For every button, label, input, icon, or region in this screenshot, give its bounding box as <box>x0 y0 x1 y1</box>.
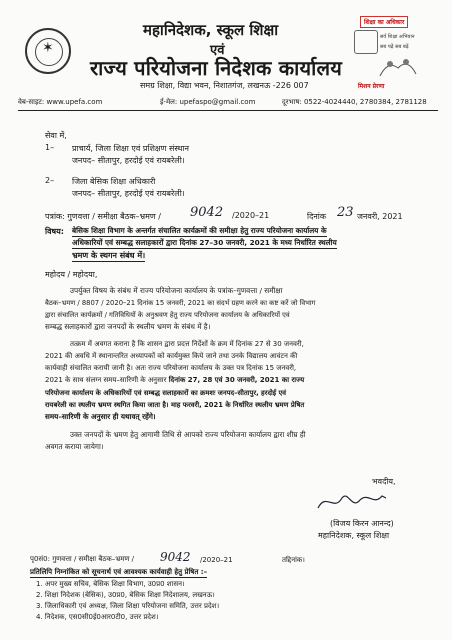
subject-line3: भ्रमण के स्थगन संबंध में। <box>72 251 146 260</box>
para2-line4-bold: दिनांक 27, 28 एवं 30 जनवरी, 2021 का राज्य <box>168 376 305 384</box>
para2-line4-normal: 2021 के साथ संलग्न समय–सारिणी के अनुसार <box>45 376 169 384</box>
logo-banner: शिक्षा का अधिकार <box>360 16 408 28</box>
copy-item: 1. अपर मुख्य सचिव, बेसिक शिक्षा विभाग, उ0प्र0 शासन। <box>36 580 185 588</box>
copy-heading: प्रतिलिपि निम्नांकित को सूचनार्थ एवं आवश्यक कार्यवाही हेतु प्रेषित :– <box>30 568 208 576</box>
para2-line4 <box>45 376 304 385</box>
para2-line3: कार्यवाही संचालित करायी जानी है। अतः राज्य परियोजना कार्यालय के उक्त पत्र दिनांक 15 जनवरी, <box>45 364 297 372</box>
para2-line2: 2021 की अवधि में स्थानान्तरित अध्यापकों को कार्यमुक्त किये जाने तथा उनके विद्यालय आवंटन की <box>45 352 298 360</box>
government-emblem-icon: ✶ <box>25 28 71 74</box>
para1-line4: सम्बद्ध सलाहकारों द्वारा जनपदों के स्थलीय भ्रमण के संबंध में है। <box>45 322 211 331</box>
footer-reference-year: /2020–21 <box>200 556 233 564</box>
reference-number: 9042 <box>190 205 224 220</box>
footer-date-label: तद्दिनांक। <box>282 556 305 564</box>
addressee2-line2: जनपद– सीतापुर, हरदोई एवं रायबरेली। <box>72 189 185 198</box>
office-title-line1: महानिदेशक, स्कूल शिक्षा <box>143 21 279 39</box>
reference-label: पत्रांक: गुणवत्ता / समीक्षा बैठक–भ्रमण / <box>45 212 161 221</box>
date-month-year: जनवरी, 2021 <box>357 212 403 221</box>
para2-line6: रायबरेली का स्थलीय भ्रमण स्थगित किया जाता है। माह फरवरी, 2021 के निर्धारित स्थलीय भ्रमण प्रेषित <box>45 401 305 409</box>
office-title-line3: राज्य परियोजना निदेशक कार्यालय <box>90 56 343 80</box>
office-address: समग्र शिक्षा, विद्या भवन, निशातगंज, लखनऊ -226 007 <box>140 81 309 90</box>
signature-scribble-icon <box>316 490 386 512</box>
para1-line3: द्वारा संचालित कार्यक्रमों / गतिविधियों के अनुश्रवण हेतु राज्य परियोजना कार्यालय के अधिकारियों एवं <box>45 311 290 319</box>
copy-item: 4. निदेशक, एस0सी0ई0आर0टी0, उत्तर प्रदेश। <box>36 613 159 621</box>
phone-text: दूरभाष: 0522-4024440, 2780384, 2781128 <box>282 98 427 106</box>
salutation: महोदय / महोदया, <box>45 270 98 279</box>
footer-reference-label: पृ0सं0: गुणवत्ता / समीक्षा बैठक–भ्रमण / <box>30 555 135 563</box>
addressee1-number: 1– <box>45 143 55 152</box>
book-emblem-icon <box>354 30 378 54</box>
para1-line1: उपर्युक्त विषय के संबंध में राज्य परियोजना कार्यालय के पत्रांक–गुणवत्ता / समीक्षा <box>70 286 283 295</box>
copy-item: 2. शिक्षा निदेशक (बेसिक), उ0प्र0, बेसिक शिक्षा निदेशालय, लखनऊ। <box>36 591 215 599</box>
addressee1-line2: जनपद– सीतापुर, हरदोई एवं रायबरेली। <box>72 156 185 165</box>
signatory-designation: महानिदेशक, स्कूल शिक्षा <box>318 531 390 540</box>
header-rule <box>18 110 438 111</box>
signatory-name: (विजय किरन आनन्द) <box>330 519 394 528</box>
addressee2-number: 2– <box>45 176 55 185</box>
sarva-shiksha-logo <box>352 14 424 94</box>
para3-line2: अवगत कराया जायेगा। <box>45 442 104 451</box>
closing-text: भवदीय, <box>372 477 396 486</box>
to-label: सेवा में, <box>45 131 67 140</box>
copy-item: 3. जिलाधिकारी एवं अध्यक्ष, जिला शिक्षा परियोजना समिति, उत्तर प्रदेश। <box>36 602 220 610</box>
mission-prerna-label: मिशन प्रेरणा <box>358 83 385 90</box>
office-title-line2: एवं <box>210 43 225 58</box>
logo-line2: सब पढ़ें सब बढ़ें <box>380 44 409 50</box>
footer-reference-number: 9042 <box>160 550 191 564</box>
subject-line2: अधिकारियों एवं सम्बद्ध सलाहकारों द्वारा दिनांक 27–30 जनवरी, 2021 के मध्य निर्धारित स्थलीय <box>72 238 337 247</box>
addressee2-line1: जिला बेसिक शिक्षा अधिकारी <box>72 177 156 186</box>
para2-line1: तत्क्रम में अवगत कराना है कि शासन द्वारा प्रदत्त निर्देशों के क्रम में दिनांक 27 से 30 जनवरी, <box>70 340 304 348</box>
email-text: ई-मेल: upefaspo@gmail.com <box>160 98 256 106</box>
subject-label: विषय: <box>45 227 64 236</box>
addressee1-line1: प्राचार्य, जिला शिक्षा एवं प्रशिक्षण संस्थान <box>72 144 189 153</box>
logo-line1: सर्व शिक्षा अभियान <box>380 34 415 40</box>
children-illustration-icon <box>378 56 418 78</box>
para3-line1: उक्त जनपदों के भ्रमण हेतु आगामी तिथि से आपको राज्य परियोजना कार्यालय द्वारा शीघ्र ही <box>70 430 306 439</box>
date-day: 23 <box>337 205 354 220</box>
subject-line1: बेसिक शिक्षा विभाग के अन्तर्गत संचालित कार्यक्रमों की समीक्षा हेतु राज्य परियोजना कार्यालय के <box>72 226 327 235</box>
website-text: वेब-साइट: www.upefa.com <box>18 98 103 106</box>
para2-line7: समय–सारिणी के अनुसार ही यथावत् रहेंगे। <box>45 412 156 421</box>
reference-year: /2020–21 <box>232 211 270 220</box>
para1-line2: बैठक–भ्रमण / 8807 / 2020–21 दिनांक 15 जनवरी, 2021 का संदर्भ ग्रहण करने का कष्ट करें जो विभाग <box>45 299 316 307</box>
date-label: दिनांक <box>307 212 326 221</box>
para2-line5: परियोजना कार्यालय के अधिकारियों एवं सम्बद्ध सलाहकारों का क्रमशः जनपद–सीतापुर, हरदोई एवं <box>45 389 287 397</box>
